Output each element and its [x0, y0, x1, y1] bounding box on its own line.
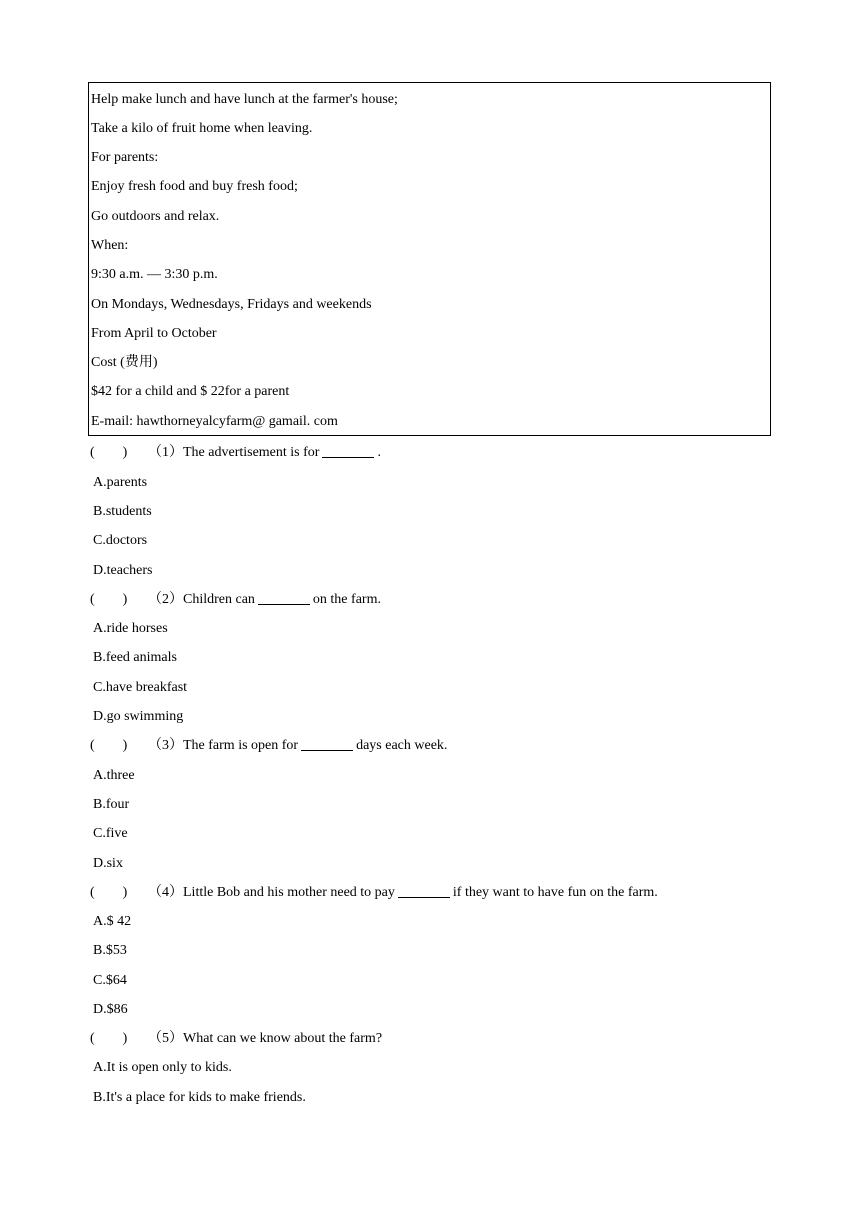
option-b[interactable]: B.$53 — [93, 943, 127, 958]
option-a[interactable]: A.parents — [93, 475, 148, 490]
question-number: （1） — [148, 445, 183, 460]
ad-line: For parents: — [91, 150, 159, 165]
answer-blank — [398, 883, 450, 898]
question-text: The advertisement is for — [183, 445, 320, 460]
question-2 — [90, 590, 381, 610]
option-b[interactable]: B.students — [93, 504, 152, 519]
question-text: What can we know about the farm? — [183, 1031, 383, 1046]
option-c[interactable]: C.have breakfast — [93, 680, 188, 695]
option-d[interactable]: D.six — [93, 856, 123, 871]
question-3 — [90, 736, 447, 756]
answer-paren[interactable]: ( ) — [90, 1031, 128, 1046]
option-c[interactable]: C.five — [93, 826, 128, 841]
question-number: （5） — [148, 1031, 183, 1046]
ad-line: Enjoy fresh food and buy fresh food; — [91, 179, 298, 194]
question-number: （4） — [148, 885, 183, 900]
option-a[interactable]: A.$ 42 — [93, 914, 132, 929]
option-a[interactable]: A.three — [93, 768, 135, 783]
answer-paren[interactable]: ( ) — [90, 738, 128, 753]
answer-paren[interactable]: ( ) — [90, 445, 128, 460]
question-text-after: if they want to have fun on the farm. — [452, 885, 658, 900]
question-5 — [90, 1029, 382, 1049]
option-b[interactable]: B.feed animals — [93, 650, 177, 665]
option-d[interactable]: D.teachers — [93, 563, 153, 578]
ad-line: $42 for a child and $ 22for a parent — [91, 384, 290, 399]
answer-blank — [322, 443, 374, 458]
option-b[interactable]: B.four — [93, 797, 130, 812]
answer-blank — [258, 590, 310, 605]
ad-line: From April to October — [91, 326, 217, 341]
ad-line: On Mondays, Wednesdays, Fridays and weekends — [91, 297, 372, 312]
ad-line: Take a kilo of fruit home when leaving. — [91, 121, 313, 136]
ad-line: Cost (费用) — [91, 355, 158, 370]
ad-line: When: — [91, 238, 129, 253]
option-b[interactable]: B.It's a place for kids to make friends. — [93, 1090, 306, 1105]
option-a[interactable]: A.It is open only to kids. — [93, 1060, 232, 1075]
option-a[interactable]: A.ride horses — [93, 621, 168, 636]
ad-line: Help make lunch and have lunch at the farmer's house; — [91, 92, 398, 107]
ad-line: 9:30 a.m. — 3:30 p.m. — [91, 267, 218, 282]
answer-blank — [301, 736, 353, 751]
question-text-after: days each week. — [356, 738, 448, 753]
question-number: （3） — [148, 738, 183, 753]
advertisement-box — [88, 82, 771, 436]
question-4 — [90, 883, 658, 903]
question-text: Children can — [183, 592, 255, 607]
answer-paren[interactable]: ( ) — [90, 885, 128, 900]
question-text-after: on the farm. — [312, 592, 381, 607]
option-c[interactable]: C.doctors — [93, 533, 148, 548]
question-text-after: . — [377, 445, 381, 460]
option-c[interactable]: C.$64 — [93, 973, 127, 988]
option-d[interactable]: D.go swimming — [93, 709, 184, 724]
question-text: The farm is open for — [183, 738, 299, 753]
answer-paren[interactable]: ( ) — [90, 592, 128, 607]
question-number: （2） — [148, 592, 183, 607]
ad-line: E-mail: hawthorneyalcyfarm@ gamail. com — [91, 414, 338, 429]
question-text: Little Bob and his mother need to pay — [183, 885, 395, 900]
question-1 — [90, 443, 381, 463]
option-d[interactable]: D.$86 — [93, 1002, 128, 1017]
ad-line: Go outdoors and relax. — [91, 209, 220, 224]
